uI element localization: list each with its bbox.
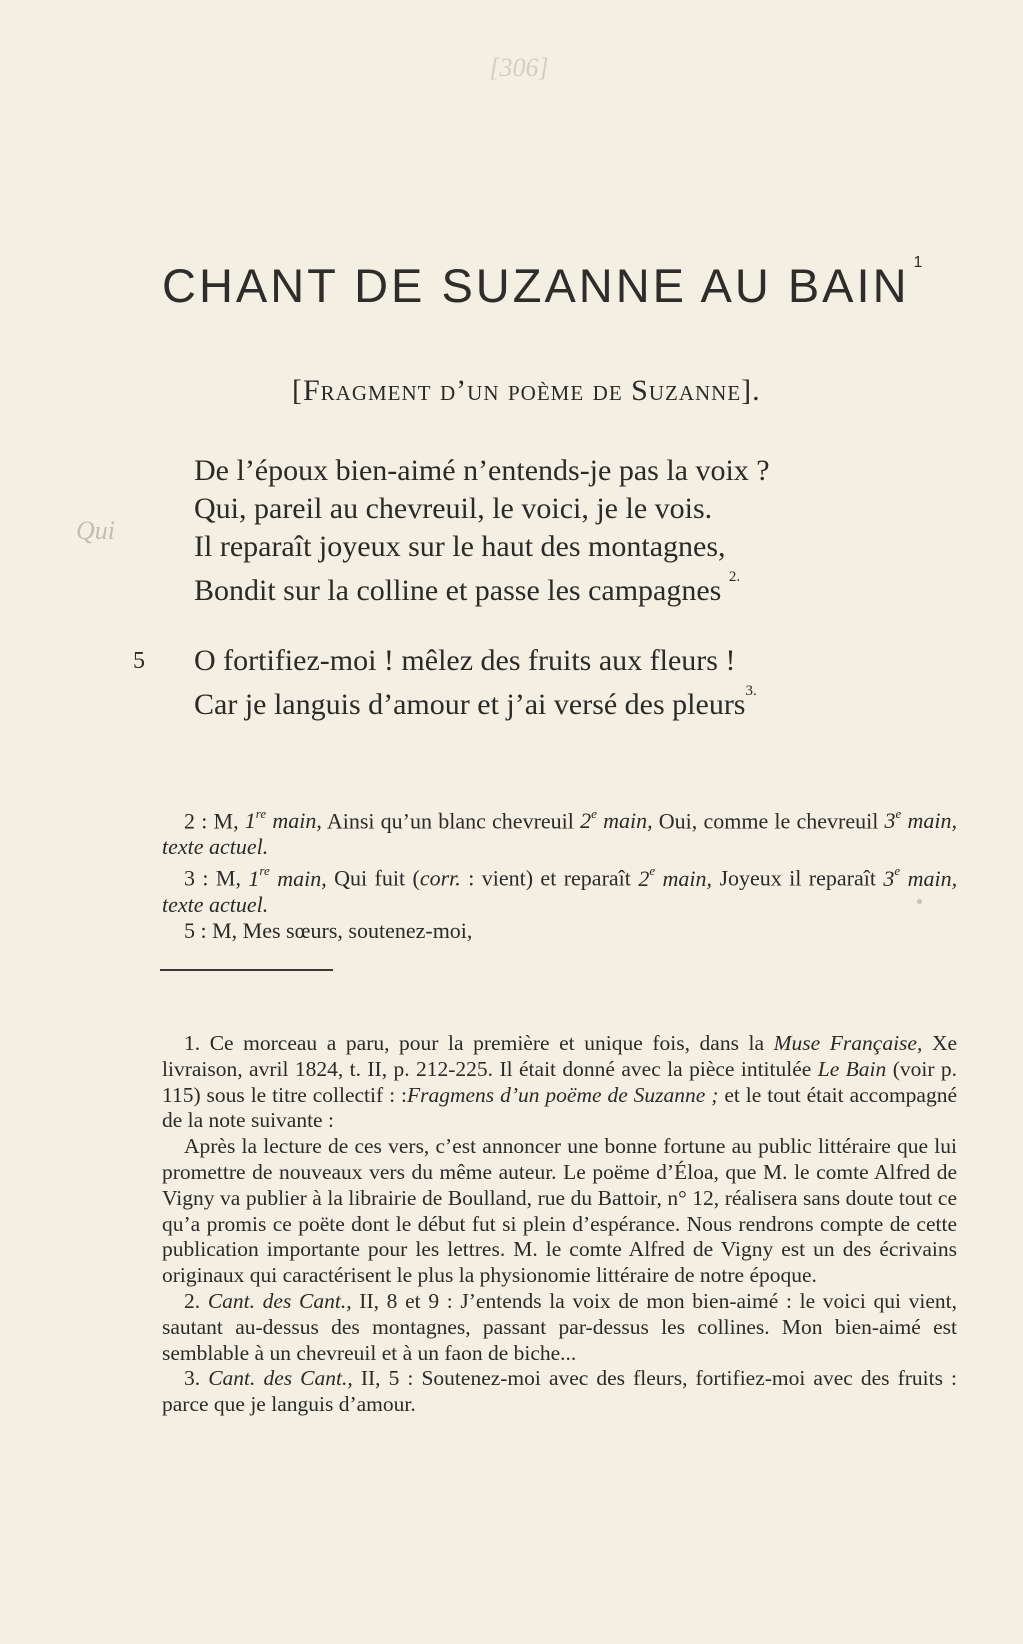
poem-subtitle: [Fragment d’un poème de Suzanne]. bbox=[292, 374, 761, 407]
footnote-2: 2. Cant. des Cant., II, 8 et 9 : J’entends la voix de mon bien-aimé : le voici qui vient, sautant au-dessus des montagnes, passant par-dessus les collines. Mon bien-aimé est semblable à un chevreuil et à un faon de biche... bbox=[162, 1288, 958, 1365]
variant-readings bbox=[162, 803, 957, 944]
footnote-1: 1. Ce morceau a paru, pour la première et unique fois, dans la Muse Française, Xe livraison, avril 1824, t. II, p. 212-225. Il était donné avec la pièce intitulée Le Bain (voir p. 115) sous le titre collectif : :Fragmens d’un poëme de Suzanne ; et le tout était accompagné de la note suivante : bbox=[162, 1031, 958, 1133]
ink-speck bbox=[917, 899, 922, 904]
verse-line-6-text: Car je languis d’amour et j’ai versé des pleurs bbox=[194, 688, 746, 721]
verse-line-5: O fortifiez-moi ! mêlez des fruits aux fleurs ! bbox=[194, 644, 736, 677]
verse-line-3: Il reparaît joyeux sur le haut des montagnes, bbox=[194, 530, 726, 563]
footnote-1-quote: Après la lecture de ces vers, c’est annoncer une bonne fortune au public littéraire que lui promettre de nouveaux vers du même auteur. Le poëme d’Éloa, que M. le comte Alfred de Vigny va publier à la librairie de Boulland, rue du Battoir, n° 12, réalisera sans doute tout ce qu’a promis ce poëte dont le début fut si plein d’espérance. Nous rendrons compte de cette publication importante pour les lettres. M. le comte Alfred de Vigny est un des écrivains originaux qui caractérisent le plus la physionomie littéraire de notre époque. bbox=[162, 1134, 957, 1288]
footnote-separator bbox=[160, 969, 333, 971]
variant-line-5: 5 : M, Mes sœurs, soutenez-moi, bbox=[184, 917, 473, 943]
poem-title-text: CHANT DE SUZANNE AU BAIN bbox=[162, 259, 910, 312]
footnote-ref-3: 3. bbox=[745, 683, 757, 699]
variant-line-3: 3 : M, 1re main, Qui fuit (corr. : vient) et reparaît 2e main, Joyeux il reparaît 3e main, texte actuel. bbox=[162, 863, 958, 917]
verse-line-4 bbox=[194, 566, 954, 610]
line-number-5: 5 bbox=[133, 648, 145, 674]
verse-line-4-text: Bondit sur la colline et passe les campagnes bbox=[194, 574, 722, 607]
verse-line-6 bbox=[194, 680, 954, 724]
footnote-3: 3. Cant. des Cant., II, 5 : Soutenez-moi avec des fleurs, fortifiez-moi avec des fruits : parce que je languis d’amour. bbox=[162, 1366, 958, 1417]
verse-line-2: Qui, pareil au chevreuil, le voici, je le vois. bbox=[194, 492, 713, 525]
footnote-ref-2: 2. bbox=[728, 569, 741, 585]
variant-line-2: 2 : M, 1re main, Ainsi qu’un blanc chevreuil 2e main, Oui, comme le chevreuil 3e main, texte actuel. bbox=[162, 806, 958, 860]
page-number-mark: [306] bbox=[489, 53, 549, 82]
title-footnote-ref: 1 bbox=[913, 254, 923, 272]
handwritten-margin-note: Qui bbox=[76, 516, 115, 545]
verse-line-1: De l’époux bien-aimé n’entends-je pas la voix ? bbox=[194, 454, 770, 487]
poem-title bbox=[162, 254, 962, 313]
footnotes bbox=[162, 1031, 957, 1418]
